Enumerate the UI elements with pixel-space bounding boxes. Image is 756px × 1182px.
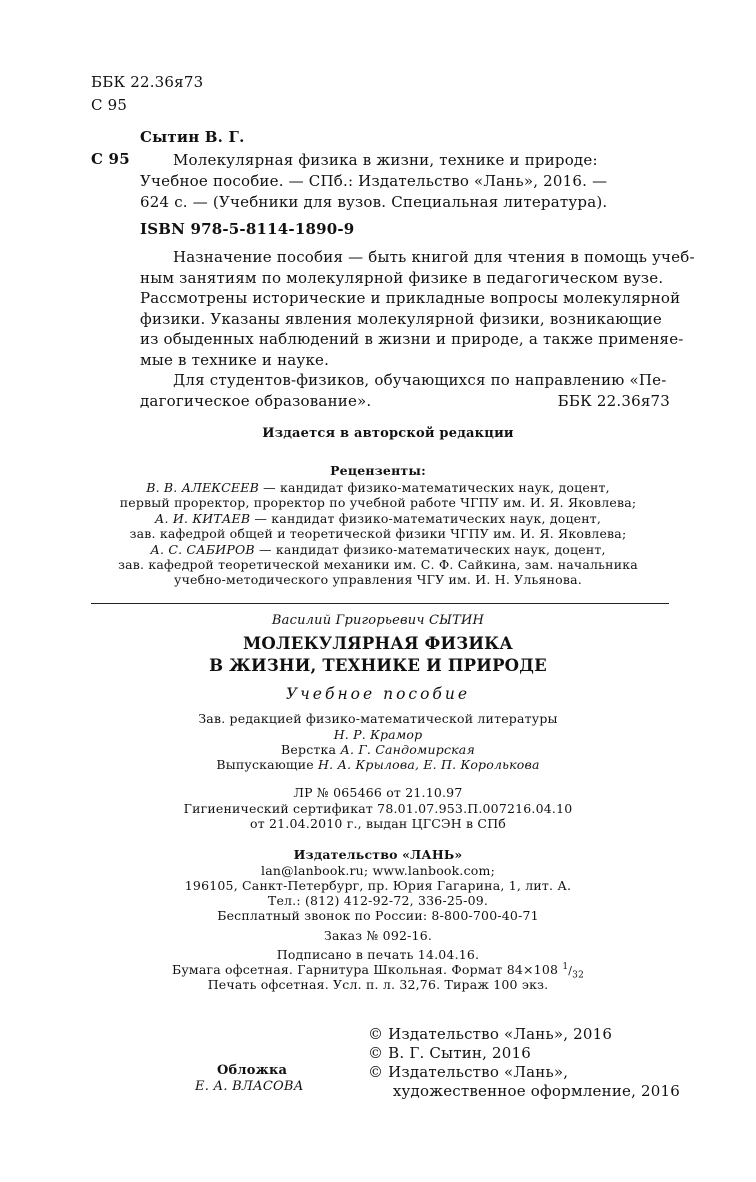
bib-line: Молекулярная физика в жизни, технике и природе: [173, 151, 598, 169]
book-subtitle: Учебное пособие [285, 685, 471, 703]
license-line: от 21.04.2010 г., выдан ЦГСЭН в СПб [249, 816, 507, 831]
reviewer-line [0, 557, 756, 572]
author-sign-top: С 95 [91, 96, 128, 114]
divider [91, 603, 669, 604]
reviewer-text: — кандидат физико-математических наук, доцент, [254, 541, 606, 557]
annotation-line: Рассмотрены исторические и прикладные вопросы молекулярной [140, 289, 681, 307]
publisher-line: Тел.: (812) 412-92-72, 336-25-09. [267, 893, 489, 908]
author-heading: Сытин В. Г. [140, 128, 245, 146]
bbk-code-top: ББК 22.36я73 [91, 73, 204, 91]
editor-role: Зав. редакцией физико-математической литературы [198, 711, 558, 726]
annotation-line: Назначение пособия — быть книгой для чтения в помощь учеб- [173, 248, 695, 266]
reviewer-line [0, 542, 756, 557]
annotation-line: Для студентов-физиков, обучающихся по направлению «Пе- [173, 371, 667, 389]
reviewer-line [0, 480, 756, 495]
publisher-line: lan@lanbook.ru; www.lanbook.com; [261, 863, 495, 878]
bib-line: Учебное пособие. — СПб.: Издательство «Лань», 2016. — [140, 172, 608, 190]
layout-name: А. Г. Сандомирская [340, 742, 475, 757]
copyright-line: художественное оформление, 2016 [368, 1082, 681, 1100]
layout-credit [0, 742, 756, 757]
annotation-line: мые в технике и науке. [140, 350, 330, 369]
copyright-line: © Издательство «Лань», 2016 [368, 1025, 613, 1043]
print-format-line: Бумага офсетная. Гарнитура Школьная. Формат 84×108 $^1/_{32}$ [171, 962, 585, 981]
reviewer-line [0, 572, 756, 587]
reviewer-name: А. С. САБИРОВ [150, 541, 255, 557]
release-role: Выпускающие [216, 757, 319, 772]
bbk-code-right: ББК 22.36я73 [557, 392, 670, 410]
copyright-line: © Издательство «Лань», [368, 1063, 569, 1081]
cover-artist: Е. А. ВЛАСОВА [195, 1079, 304, 1094]
imprint-author: Василий Григорьевич СЫТИН [271, 613, 485, 628]
format-denominator: 32 [572, 970, 585, 981]
license-line: ЛР № 065466 от 21.10.97 [293, 785, 463, 800]
reviewer-text: — кандидат физико-математических наук, доцент, [258, 480, 610, 495]
reviewer-line [0, 511, 756, 526]
editor-name: Н. Р. Крамор [333, 727, 423, 742]
reviewers-list [0, 480, 756, 588]
license-line: Гигиенический сертификат 78.01.07.953.П.007216.04.10 [183, 801, 573, 816]
edition-note: Издается в авторской редакции [262, 426, 514, 441]
print-line: Подписано в печать 14.04.16. [276, 947, 480, 962]
reviewer-line [0, 526, 756, 541]
order-number: Заказ № 092-16. [323, 928, 433, 943]
cover-label: Обложка [217, 1063, 288, 1078]
publisher-title: Издательство «ЛАНЬ» [293, 847, 463, 862]
layout-role: Верстка [281, 742, 341, 757]
reviewer-text: — кандидат физико-математических наук, доцент, [250, 510, 602, 526]
book-title-line1: МОЛЕКУЛЯРНАЯ ФИЗИКА [242, 634, 514, 653]
annotation-line: из обыденных наблюдений в жизни и природе, а также применяе- [140, 330, 684, 348]
reviewer-text: зав. кафедрой теоретической механики им. С. Ф. Сайкина, зам. начальника [118, 556, 638, 572]
annotation-line: дагогическое образование». [140, 391, 372, 410]
reviewer-name: А. И. КИТАЕВ [154, 510, 251, 526]
reviewer-text: первый проректор, проректор по учебной работе ЧГПУ им. И. Я. Яковлева; [119, 495, 637, 511]
reviewer-name: В. В. АЛЕКСЕЕВ [146, 480, 259, 495]
annotation-line: ным занятиям по молекулярной физике в педагогическом вузе. [140, 268, 664, 287]
release-names: Н. А. Крылова, Е. П. Королькова [318, 757, 540, 772]
format-numerator: 1 [562, 962, 569, 972]
reviewers-title: Рецензенты: [330, 463, 426, 478]
reviewer-text: зав. кафедрой общей и теоретической физики ЧГПУ им. И. Я. Яковлева; [129, 526, 627, 542]
annotation-line: физики. Указаны явления молекулярной физики, возникающие [140, 309, 662, 328]
reviewer-text: учебно-методического управления ЧГУ им. И. Н. Ульянова. [174, 572, 582, 588]
annotation [140, 247, 695, 411]
bib-line: 624 с. — (Учебники для вузов. Специальная литература). [140, 193, 608, 211]
print-line: Печать офсетная. Усл. п. л. 32,76. Тираж 100 экз. [207, 977, 549, 992]
publisher-line: Бесплатный звонок по России: 8-800-700-40-71 [217, 908, 539, 923]
release-credit [0, 757, 756, 772]
author-sign: С 95 [91, 150, 130, 168]
book-title-line2: В ЖИЗНИ, ТЕХНИКЕ И ПРИРОДЕ [209, 656, 547, 675]
bibliographic-description [140, 150, 670, 213]
copyright-line: © В. Г. Сытин, 2016 [368, 1044, 532, 1062]
reviewer-line [0, 495, 756, 510]
print-line: Бумага офсетная. Гарнитура Школьная. Формат 84×108 [171, 962, 563, 978]
isbn: ISBN 978-5-8114-1890-9 [140, 220, 355, 238]
publisher-line: 196105, Санкт-Петербург, пр. Юрия Гагарина, 1, лит. А. [184, 878, 572, 893]
